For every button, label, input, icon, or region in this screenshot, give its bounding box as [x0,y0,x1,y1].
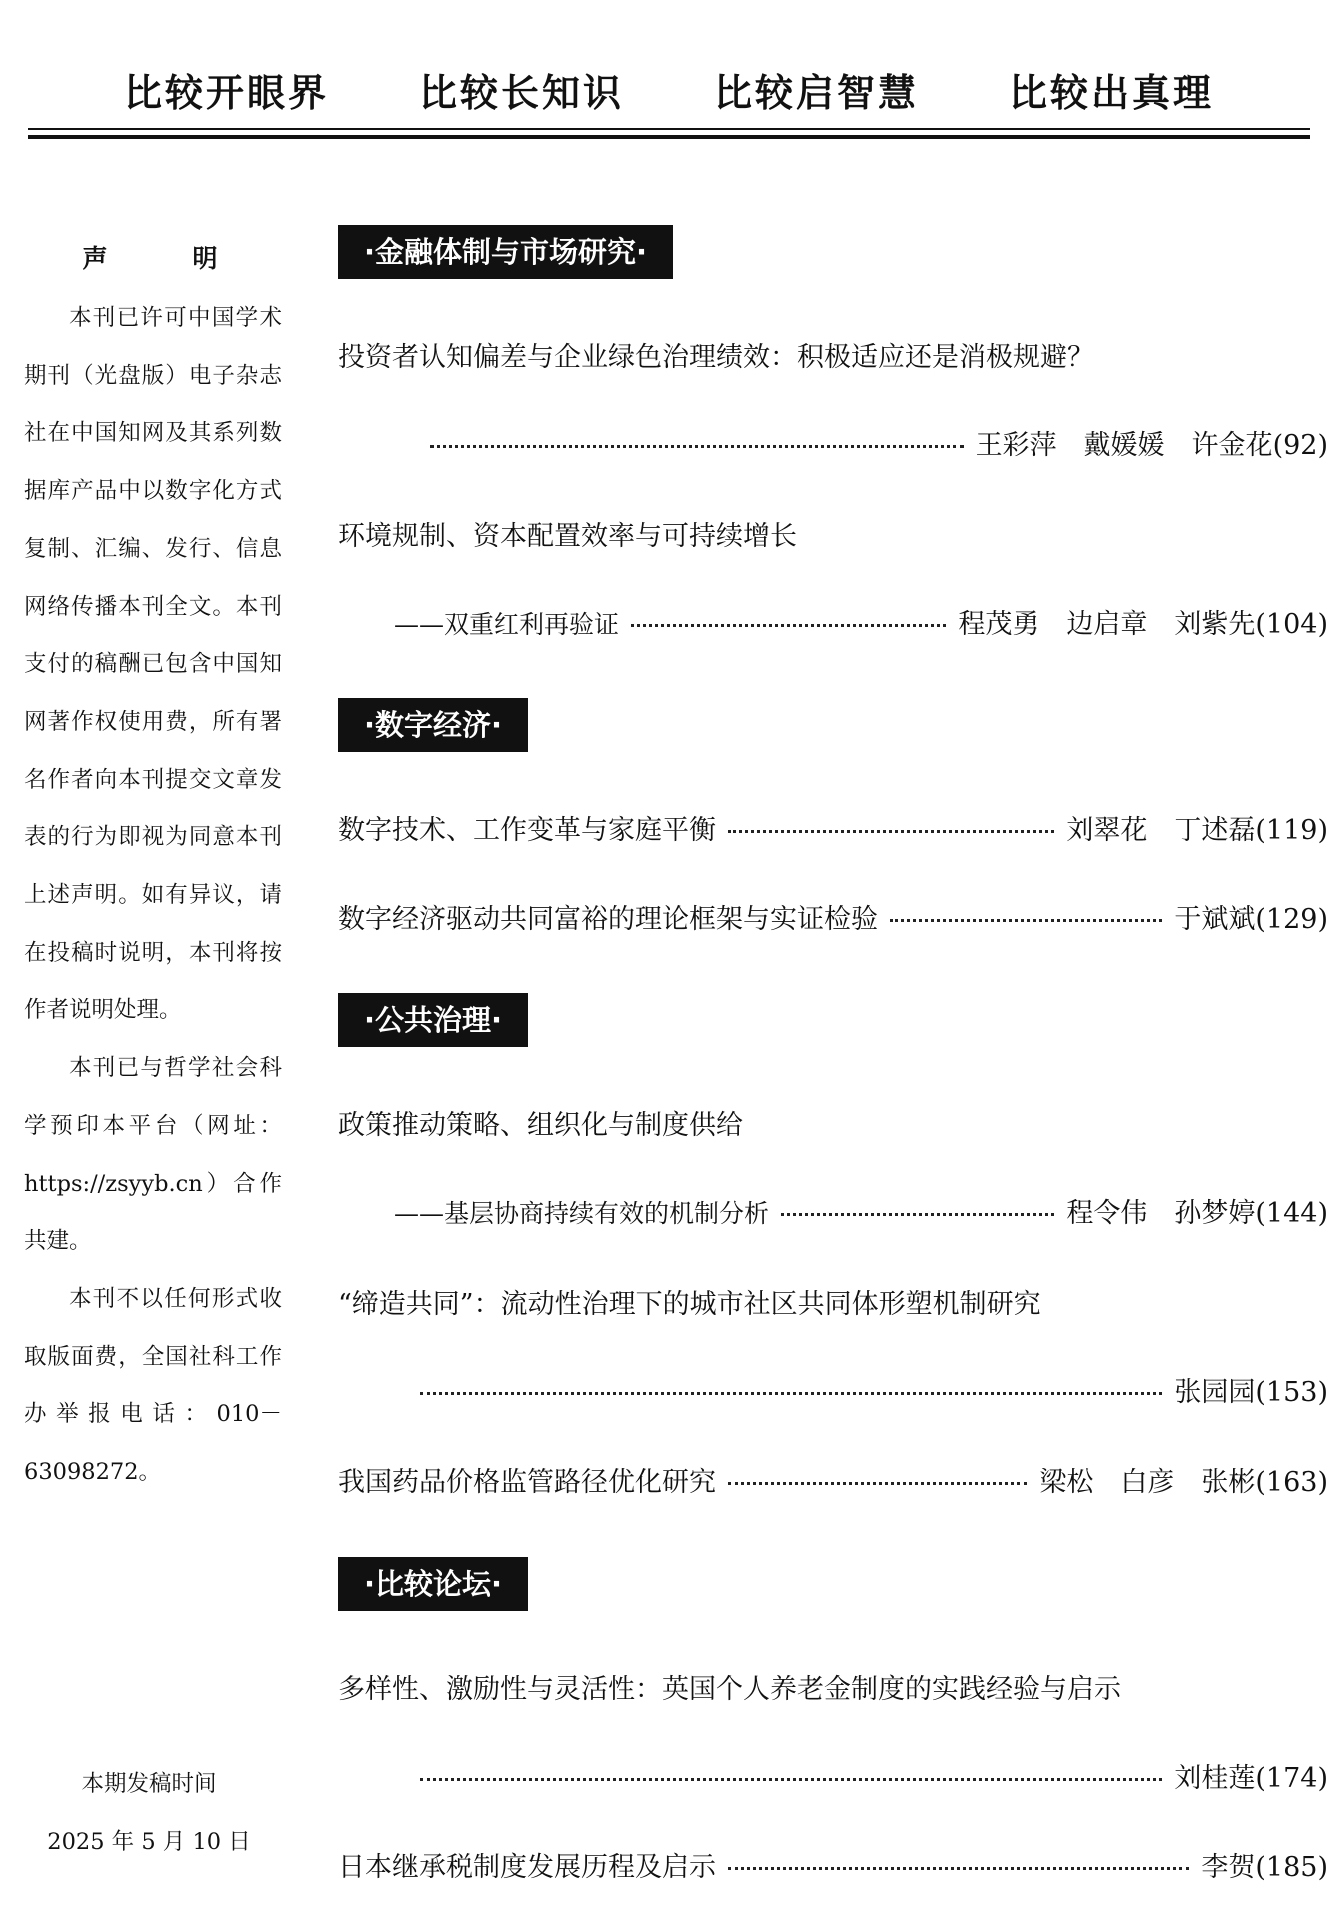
leader-dots [728,1866,1189,1870]
section-header-public-governance: ·公共治理· [338,993,528,1047]
notice-paragraph-copyright: 本刊已许可中国学术期刊（光盘版）电子杂志社在中国知网及其系列数据库产品中以数字化方式复制、汇编、发行、信息网络传播本刊全文。本刊支付的稿酬已包含中国知网著作权使用费，所有署名作者向本刊提交文章发表的行为即视为同意本刊上述声明。如有异议，请在投稿时说明，本刊将按作者说明处理。 [24,305,282,1024]
article-title: 数字经济驱动共同富裕的理论框架与实证检验 [338,904,878,935]
section-header-finance: ·金融体制与市场研究· [338,225,673,279]
article-page: (144) [1255,1198,1328,1229]
article-page: (153) [1255,1377,1328,1408]
slogan-2: 比较长知识 [418,71,624,115]
leader-dots [728,829,1054,833]
article-authors: 程令伟 孙梦婷 [1066,1198,1256,1229]
notice-paragraph-fees: 本刊不以任何形式收取版面费，全国社科工作办举报电话：010－63098272。 [24,1285,282,1486]
article-authors: 王彩萍 戴媛媛 许金花 [975,430,1273,461]
article-title: 日本继承税制度发展历程及启示 [338,1852,716,1883]
article-page: (129) [1255,904,1328,935]
issue-date: 2025 年 5 月 10 日 [47,1829,251,1855]
article-page: (92) [1272,430,1328,461]
header-slogans [0,62,1338,117]
article-authors: 程茂勇 边启章 刘紫先 [958,609,1256,640]
slogan-1: 比较开眼界 [123,71,329,115]
leader-dots [781,1212,1054,1216]
article-byline [338,426,1328,466]
article-title: 我国药品价格监管路径优化研究 [338,1467,716,1498]
article-authors: 刘桂莲 [1174,1763,1256,1794]
article-byline [338,900,1328,940]
article-authors: 梁松 白彦 张彬 [1039,1467,1256,1498]
article-byline [338,605,1328,645]
article-page: (163) [1255,1467,1328,1498]
leader-dots [430,444,964,448]
article-byline [338,1848,1328,1888]
article-title: 政策推动策略、组织化与制度供给 [338,1110,743,1141]
slogan-3: 比较启智慧 [714,71,920,115]
article-title: “缔造共同”：流动性治理下的城市社区共同体形塑机制研究 [338,1289,1041,1320]
article-title: 投资者认知偏差与企业绿色治理绩效：积极适应还是消极规避？ [338,342,1094,373]
notice-sidebar [24,230,282,1502]
article-page: (174) [1255,1763,1328,1794]
article-subtitle: ——双重红利再验证 [394,610,620,639]
article-authors: 李贺 [1201,1852,1256,1883]
notice-paragraph-preprint: 本刊已与哲学社会科学预印本平台（网址：https://zsyyb.cn）合作共建。 [24,1055,282,1255]
leader-dots [420,1391,1162,1395]
section-header-digital-economy: ·数字经济· [338,698,528,752]
article-authors: 张园园 [1174,1377,1256,1408]
article-authors: 于斌斌 [1174,904,1256,935]
leader-dots [728,1481,1027,1485]
section-header-comparative-forum: ·比较论坛· [338,1557,528,1611]
article-byline [338,1373,1328,1413]
article-title: 环境规制、资本配置效率与可持续增长 [338,521,797,552]
slogan-4: 比较出真理 [1009,71,1215,115]
issue-label: 本期发稿时间 [81,1771,217,1797]
article-title: 数字技术、工作变革与家庭平衡 [338,815,716,846]
article-byline [338,1463,1328,1503]
article-byline [338,811,1328,851]
article-page: (119) [1255,815,1328,846]
article-subtitle: ——基层协商持续有效的机制分析 [394,1199,770,1228]
header-rule-thin [28,128,1310,130]
header-rule-thick [28,135,1310,139]
leader-dots [890,918,1162,922]
issue-info [24,1755,274,1871]
article-page: (185) [1255,1852,1328,1883]
article-byline [338,1194,1328,1234]
leader-dots [420,1777,1162,1781]
notice-title: 声 明 [82,244,248,273]
article-page: (104) [1255,609,1328,640]
leader-dots [631,623,946,627]
article-authors: 刘翠花 丁述磊 [1066,815,1256,846]
article-title: 多样性、激励性与灵活性：英国个人养老金制度的实践经验与启示 [338,1674,1121,1705]
article-byline [338,1759,1328,1799]
